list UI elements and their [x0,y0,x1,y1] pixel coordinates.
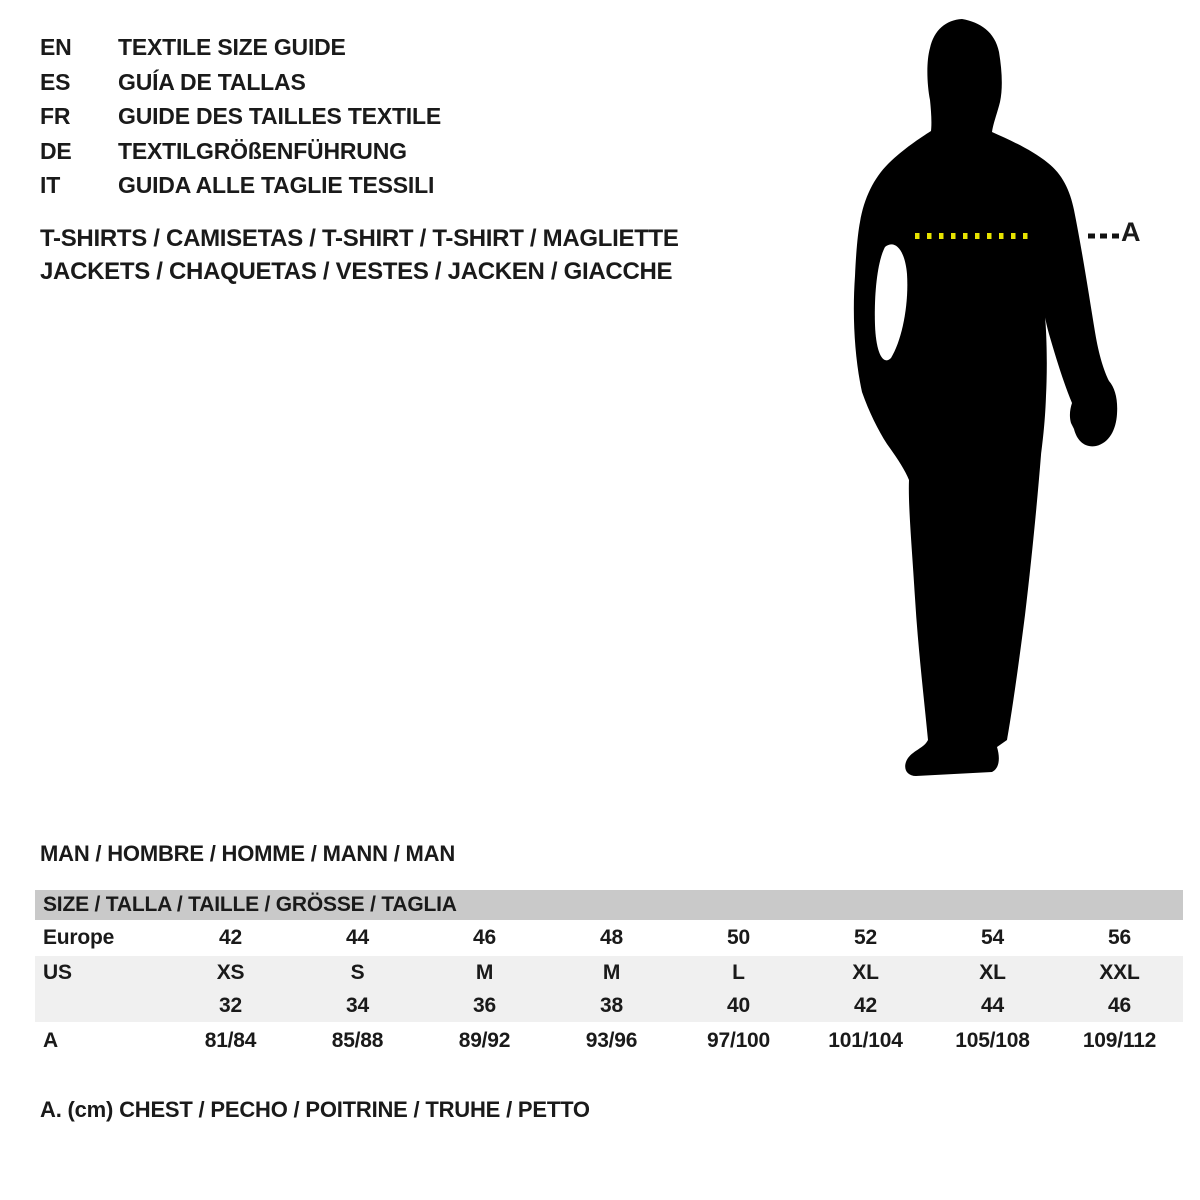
size-value-cell: 40 [727,994,750,1017]
table-row [35,1022,1183,1060]
size-value-cell: M [602,961,621,984]
row-label: US [43,961,72,984]
size-value-cell: 36 [473,994,496,1017]
size-value-cell: 93/96 [585,1029,638,1052]
size-table-body [35,920,1183,1060]
row-label: A [43,1029,58,1052]
size-value-cell: 50 [727,926,750,949]
size-table-header: SIZE / TALLA / TAILLE / GRÖSSE / TAGLIA [35,890,1183,920]
language-code: IT [40,172,61,198]
language-guide-title: GUIDA ALLE TAGLIE TESSILI [118,172,435,198]
language-code: EN [40,34,72,60]
size-value-cell: 56 [1108,926,1131,949]
language-title-list [40,30,441,203]
size-value-cell: 44 [346,926,369,949]
size-value-cell: XXL [1099,961,1140,984]
size-value-cell: 97/100 [706,1029,771,1052]
size-value-cell: 46 [473,926,496,949]
size-value-cell: XS [216,961,245,984]
row-label: Europe [43,926,115,949]
size-value-cell: 81/84 [204,1029,257,1052]
language-row-it [40,168,441,203]
size-value-cell: L [732,961,745,984]
size-value-cell: 52 [854,926,877,949]
size-value-cell: 42 [854,994,877,1017]
section-title: MAN / HOMBRE / HOMME / MANN / MAN [40,841,456,866]
size-table [35,890,1183,1060]
measurement-footnote: A. (cm) CHEST / PECHO / POITRINE / TRUHE / PETTO [40,1097,590,1122]
language-row-es [40,65,441,100]
man-figure [820,0,1200,800]
size-value-cell: 48 [600,926,623,949]
table-row [35,989,1183,1022]
language-code: ES [40,68,71,95]
language-row-en [40,30,441,65]
size-value-cell: XL [979,961,1006,984]
language-code: DE [40,137,72,164]
size-value-cell: 105/108 [955,1029,1030,1052]
size-value-cell: 54 [981,926,1004,949]
size-value-cell: XL [852,961,879,984]
size-value-cell: 46 [1108,994,1131,1017]
size-value-cell: 38 [600,994,623,1017]
size-value-cell: 109/112 [1082,1029,1157,1052]
size-value-cell: M [475,961,494,984]
category-line-tshirts: T-SHIRTS / CAMISETAS / T-SHIRT / T-SHIRT / MAGLIETTE [40,225,679,252]
row-label [35,989,167,1022]
size-value-cell: 85/88 [331,1029,384,1052]
measure-point-label: A [1121,217,1141,247]
category-lines [40,222,679,288]
table-row [35,920,1183,956]
language-code: FR [40,103,71,129]
language-guide-title: GUIDE DES TAILLES TEXTILE [118,103,441,129]
size-value-cell: 32 [219,994,242,1017]
language-row-fr [40,99,441,134]
size-value-cell: 42 [219,926,242,949]
language-row-de [40,134,441,169]
language-guide-title: TEXTILE SIZE GUIDE [118,34,346,60]
language-guide-title: GUÍA DE TALLAS [118,68,306,95]
language-guide-title: TEXTILGRÖßENFÜHRUNG [118,137,407,164]
size-value-cell: 34 [346,994,369,1017]
man-silhouette [854,19,1117,776]
size-value-cell: 89/92 [458,1029,511,1052]
size-value-cell: 44 [981,994,1004,1017]
size-value-cell: S [350,961,365,984]
category-line-jackets: JACKETS / CHAQUETAS / VESTES / JACKEN / GIACCHE [40,258,673,285]
table-row [35,956,1183,989]
size-value-cell: 101/104 [828,1029,903,1052]
